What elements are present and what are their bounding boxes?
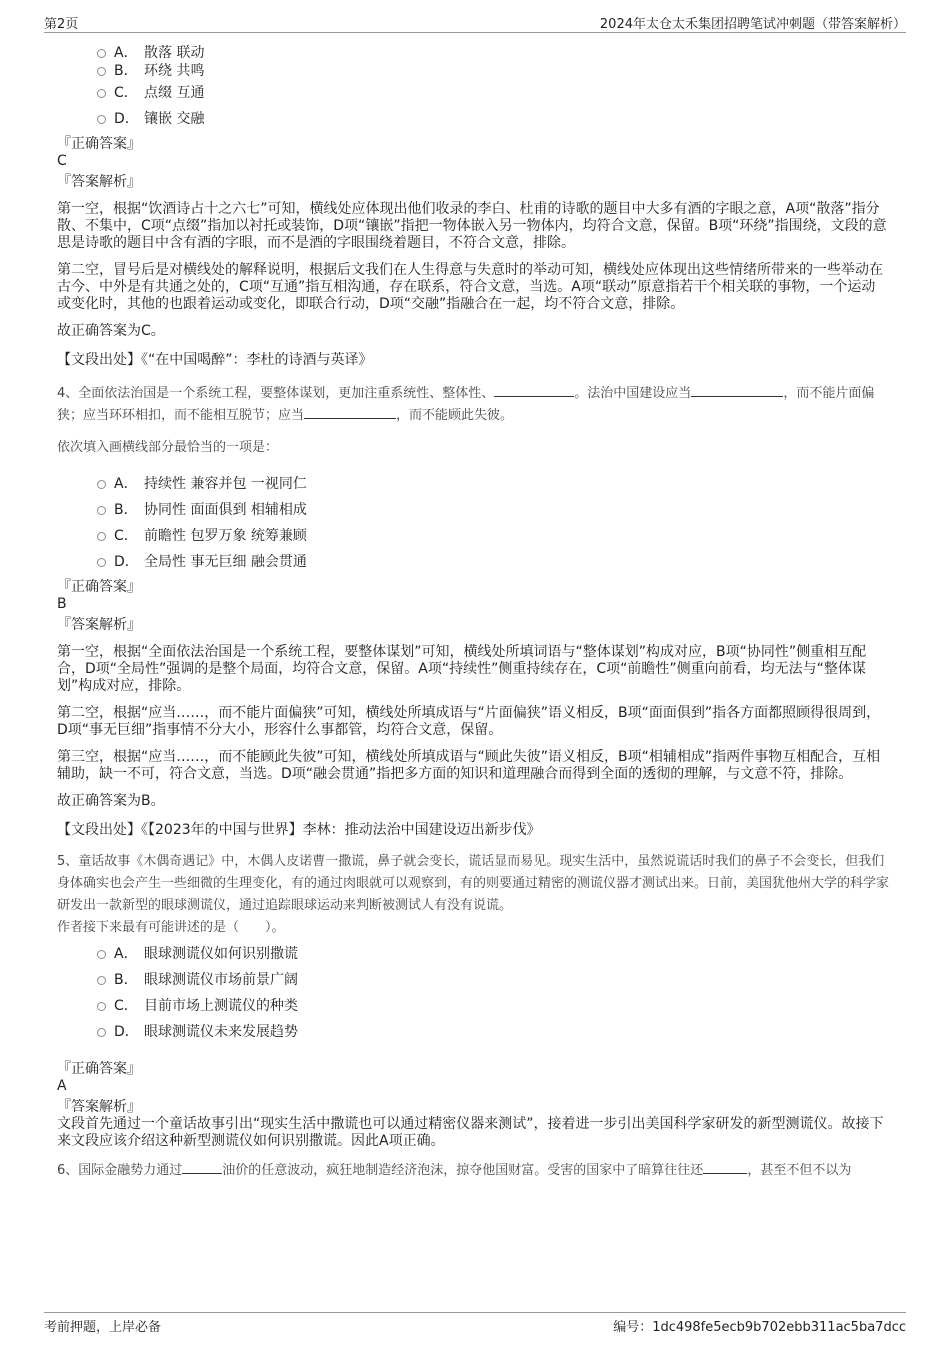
analysis-paragraph: 故正确答案为B。 xyxy=(57,793,165,809)
answer-label: 『正确答案』 xyxy=(57,579,141,595)
q4-analysis xyxy=(57,644,889,810)
analysis-label: 『答案解析』 xyxy=(57,174,141,190)
q4-stem: 4、全面依法治国是一个系统工程，要整体谋划，更加注重系统性、整体性、 。法治中国建设应当 ，而不能片面偏狭；应当环环相扣，而不能相互脱节；应当 ，而不能顾此失彼。 xyxy=(57,386,875,423)
analysis-paragraph: 故正确答案为C。 xyxy=(57,323,165,339)
q5-prompt: 作者接下来最有可能讲述的是（ ）。 xyxy=(57,920,285,935)
q4-option-d[interactable]: D． 全局性 事无巨细 融会贯通 xyxy=(97,549,889,575)
q3-source: 【文段出处】《“在中国喝醉”：李杜的诗酒与英译》 xyxy=(57,352,373,368)
blank-line xyxy=(182,1161,222,1174)
q3-analysis xyxy=(57,201,889,340)
radio-icon[interactable] xyxy=(97,67,106,76)
blank-line xyxy=(494,384,574,397)
blank-line xyxy=(691,384,783,397)
footer-slogan: 考前押题，上岸必备 xyxy=(44,1320,162,1335)
radio-icon[interactable] xyxy=(97,89,106,98)
radio-icon[interactable] xyxy=(97,1002,106,1011)
q5-options xyxy=(57,941,889,1045)
radio-icon[interactable] xyxy=(97,532,106,541)
page-footer xyxy=(44,1312,906,1341)
q5-stem: 5、童话故事《木偶奇遇记》中，木偶人皮诺曹一撒谎，鼻子就会变长，谎话显而易见。现实生活中，虽然说谎话时我们的鼻子不会变长，但我们身体确实也会产生一些细微的生理变化，有的通过肉眼就可以观察到，有的则要通过精密的测谎仪器才测试出来。日前，美国犹他州大学的科学家研发出一款新型的眼球测谎仪，通过追踪眼球运动来判断被测试人有没有说谎。 xyxy=(57,854,890,913)
analysis-label: 『答案解析』 xyxy=(57,617,141,633)
q5-analysis: 文段首先通过一个童话故事引出“现实生活中撒谎也可以通过精密仪器来测试”，接着进一步引出美国科学家研发的新型测谎仪。故接下来文段应该介绍这种新型测谎仪如何识别撒谎。因此A项正确。 xyxy=(57,1116,884,1149)
page-number: 第2页 xyxy=(44,17,79,32)
analysis-paragraph: 第三空，根据“应当……，而不能顾此失彼”可知，横线处所填成语与“顾此失彼”语义相反，B项“相辅相成”指两件事物互相配合，互相辅助，缺一不可，符合文意，当选。D项“融会贯通”指把多方面的知识和道理融合而得到全面的透彻的理解，与文意不符，排除。 xyxy=(57,749,881,782)
q4-option-b[interactable]: B． 协同性 面面俱到 相辅相成 xyxy=(97,497,889,523)
q3-option-c[interactable]: C． 点缀 互通 xyxy=(97,80,889,106)
q4-source: 【文段出处】《【2023年的中国与世界】李林：推动法治中国建设迈出新步伐》 xyxy=(57,822,541,838)
q4-answer: B xyxy=(57,596,67,612)
document-title: 2024年太仓太禾集团招聘笔试冲刺题（带答案解析） xyxy=(599,17,906,32)
q5-option-c[interactable]: C． 目前市场上测谎仪的种类 xyxy=(97,993,889,1019)
q3-option-d[interactable]: D． 镶嵌 交融 xyxy=(97,106,889,132)
radio-icon[interactable] xyxy=(97,976,106,985)
q3-options xyxy=(57,44,889,132)
page-content xyxy=(57,44,889,1182)
answer-label: 『正确答案』 xyxy=(57,1061,141,1077)
page-header xyxy=(44,0,906,33)
blank-line xyxy=(703,1161,747,1174)
q5-option-b[interactable]: B． 眼球测谎仪市场前景广阔 xyxy=(97,967,889,993)
q4-option-c[interactable]: C． 前瞻性 包罗万象 统筹兼顾 xyxy=(97,523,889,549)
answer-label: 『正确答案』 xyxy=(57,136,141,152)
q3-option-b[interactable]: B． 环绕 共鸣 xyxy=(97,62,889,80)
q3-answer: C xyxy=(57,153,67,169)
q6-stem: 6、国际金融势力通过 油价的任意波动，疯狂地制造经济泡沫，掠夺他国财富。受害的国家中了暗算往往还 ，甚至不但不以为 xyxy=(57,1163,852,1178)
radio-icon[interactable] xyxy=(97,49,106,58)
analysis-paragraph: 第一空，根据“全面依法治国是一个系统工程，要整体谋划”可知，横线处所填词语与“整体谋划”构成对应，B项“协同性”侧重相互配合，D项“全局性”强调的是整个局面，均符合文意，保留。A项“持续性”侧重持续存在，C项“前瞻性”侧重向前看，均无法与“整体谋划”构成对应，排除。 xyxy=(57,644,867,694)
radio-icon[interactable] xyxy=(97,480,106,489)
analysis-paragraph: 第二空，冒号后是对横线处的解释说明，根据后文我们在人生得意与失意时的举动可知，横线处应体现出这些情绪所带来的一些举动在古今、中外是有共通之处的，C项“互通”指互相沟通，存在联系，符合文意，当选。A项“联动”原意指若干个相关联的事物，一个运动或变化时，其他的也跟着运动或变化，即联合行动，D项“交融”指融合在一起，均不符合文意，排除。 xyxy=(57,262,883,312)
q5-option-d[interactable]: D． 眼球测谎仪未来发展趋势 xyxy=(97,1019,889,1045)
analysis-paragraph: 第二空，根据“应当……，而不能片面偏狭”可知，横线处所填成语与“片面偏狭”语义相反，B项“面面俱到”指各方面都照顾得很周到，D项“事无巨细”指事情不分大小，形容什么事都管，均符合文意，保留。 xyxy=(57,705,881,738)
radio-icon[interactable] xyxy=(97,506,106,515)
q3-option-a[interactable]: A． 散落 联动 xyxy=(97,44,889,62)
q5-option-a[interactable]: A． 眼球测谎仪如何识别撒谎 xyxy=(97,941,889,967)
analysis-label: 『答案解析』 xyxy=(57,1099,141,1115)
analysis-paragraph: 第一空，根据“饮酒诗占十之六七”可知，横线处应体现出他们收录的李白、杜甫的诗歌的题目中大多有酒的字眼之意，A项“散落”指分散、不集中，C项“点缀”指加以衬托或装饰，D项“镶嵌”指把一物体嵌入另一物体内，均符合文意，保留。B项“环绕”指围绕，文段的意思是诗歌的题目中含有酒的字眼，而不是酒的字眼围绕着题目，不符合文意，排除。 xyxy=(57,201,887,251)
radio-icon[interactable] xyxy=(97,115,106,124)
radio-icon[interactable] xyxy=(97,950,106,959)
q4-prompt: 依次填入画横线部分最恰当的一项是： xyxy=(57,440,279,455)
radio-icon[interactable] xyxy=(97,558,106,567)
document-id: 编号：1dc498fe5ecb9b702ebb311ac5ba7dcc xyxy=(613,1320,906,1335)
q4-option-a[interactable]: A． 持续性 兼容并包 一视同仁 xyxy=(97,471,889,497)
q4-options xyxy=(57,471,889,575)
q5-answer: A xyxy=(57,1078,67,1094)
blank-line xyxy=(304,406,396,419)
radio-icon[interactable] xyxy=(97,1028,106,1037)
